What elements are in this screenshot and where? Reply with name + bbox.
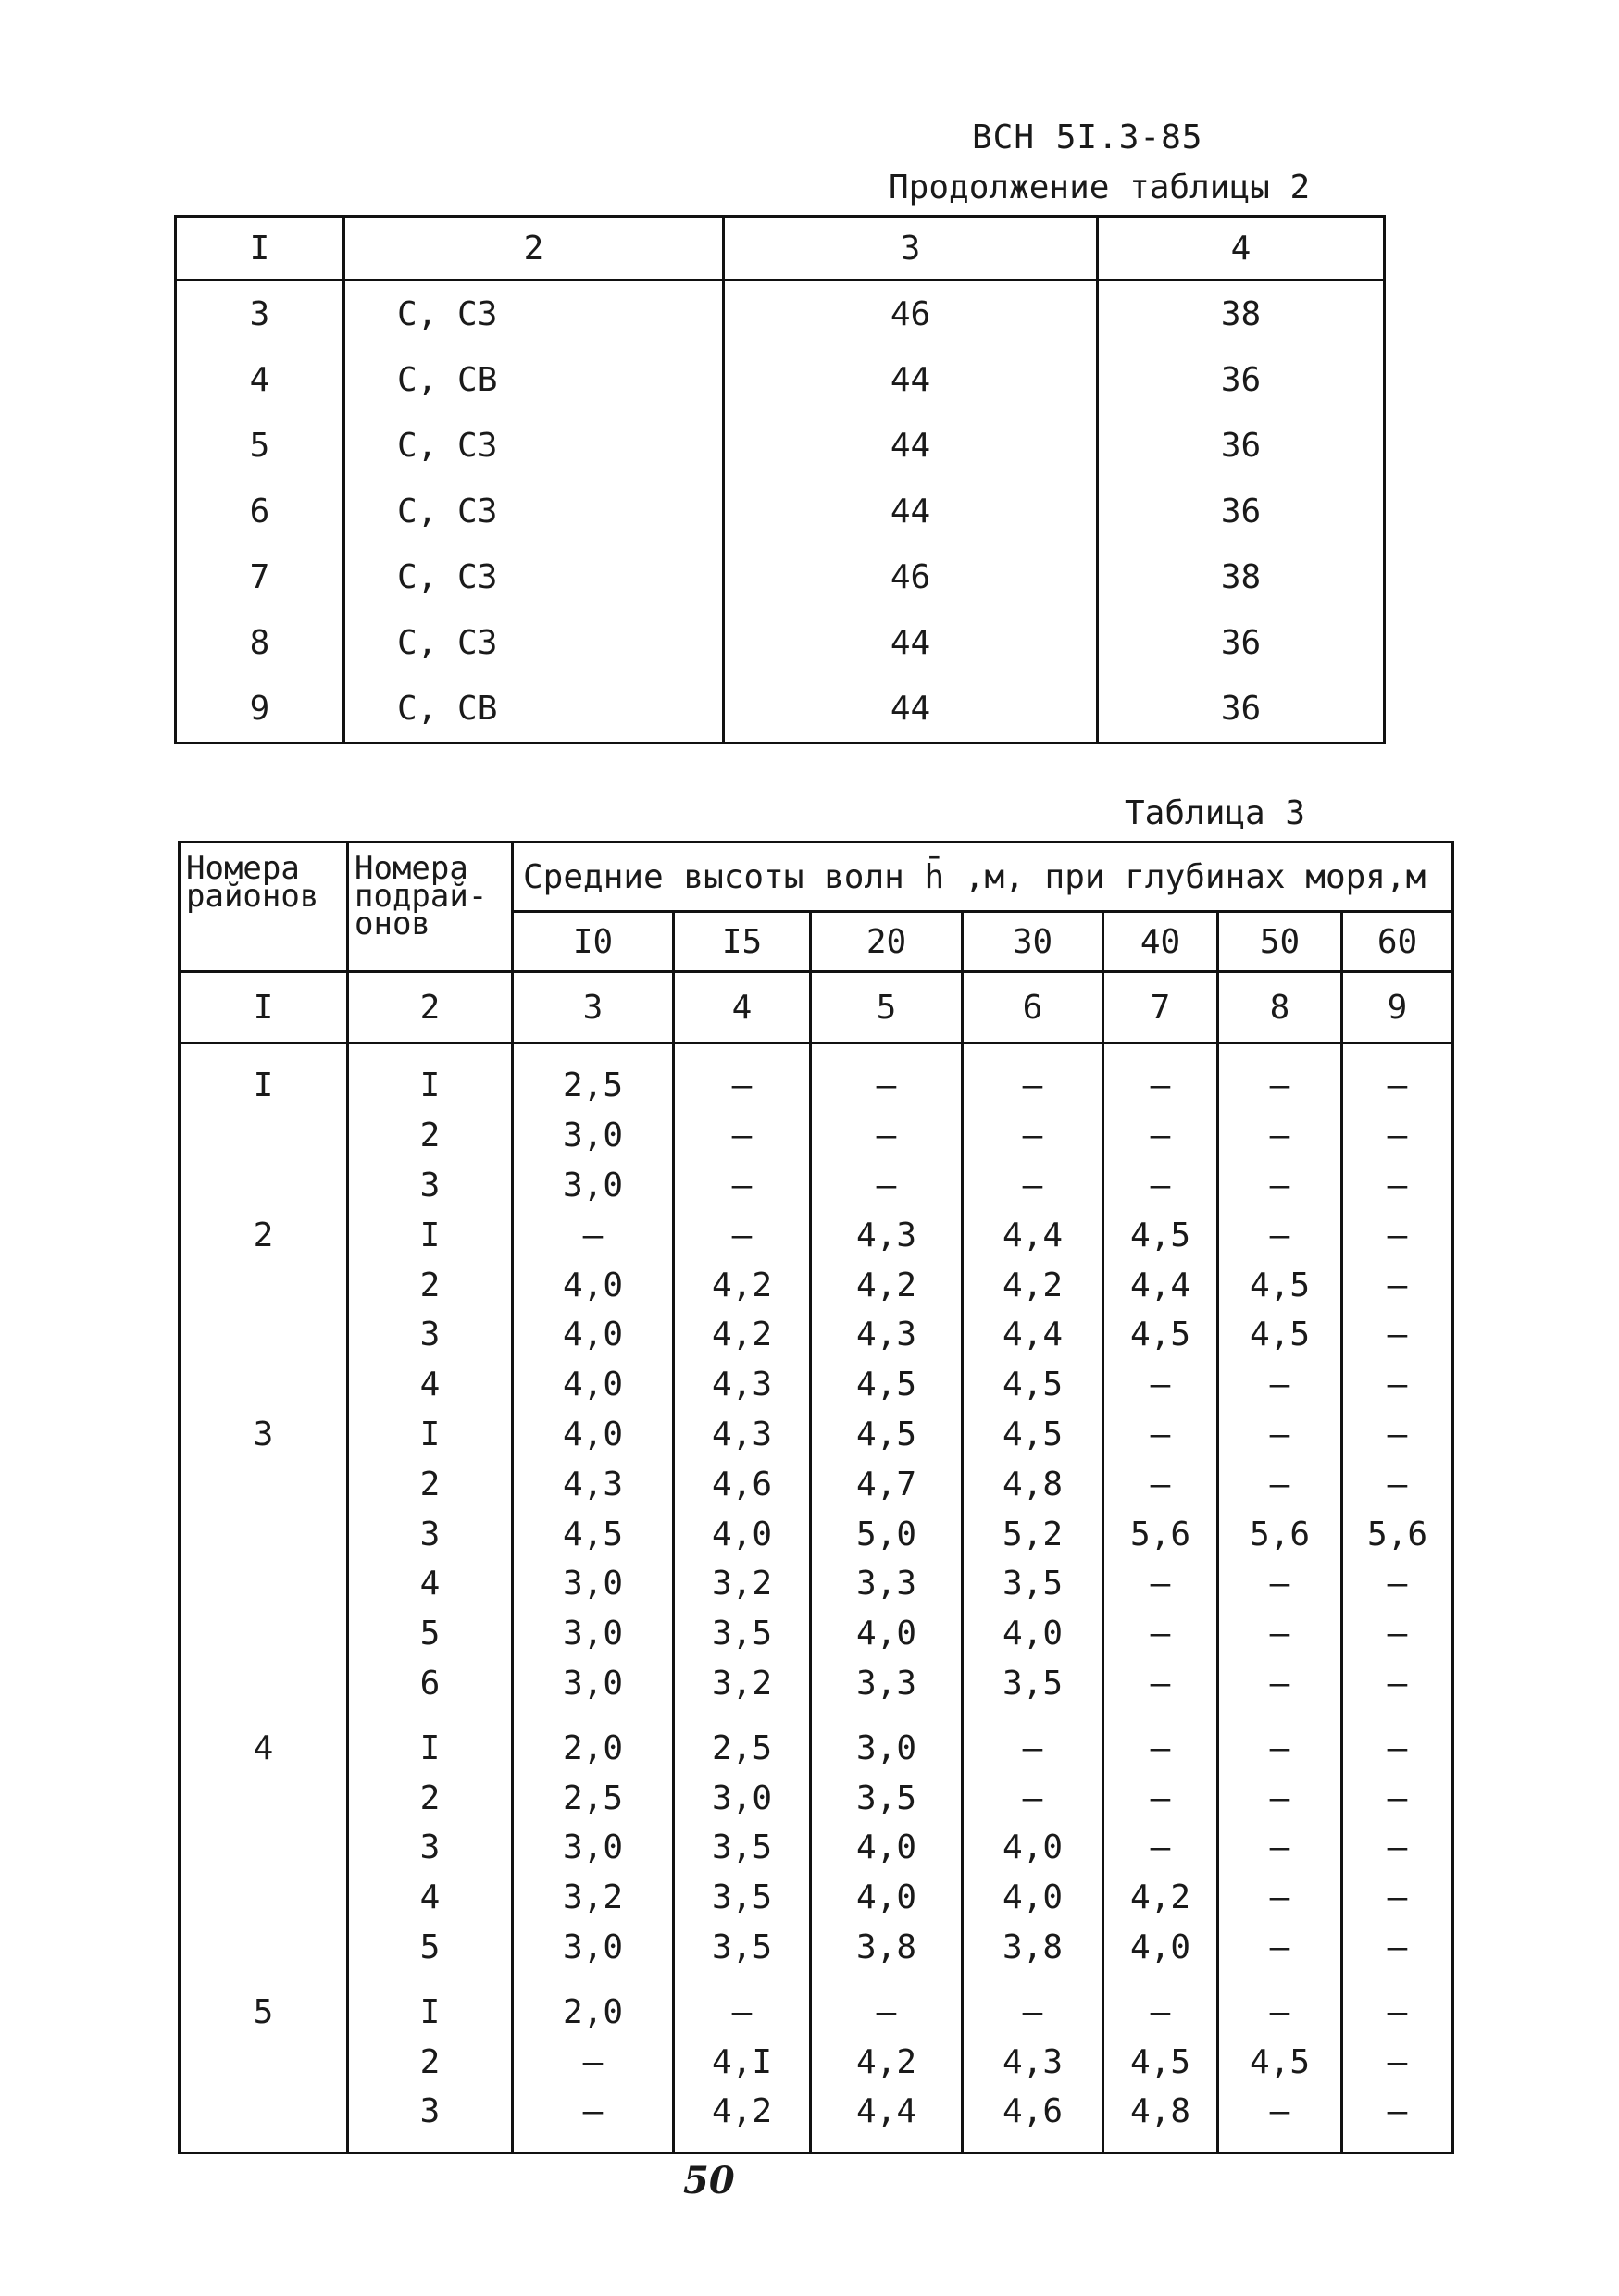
table-cell: – [1342, 1708, 1453, 1773]
table-cell [180, 1360, 348, 1410]
table-cell: – [811, 1161, 963, 1211]
table-cell: 4,0 [811, 1873, 963, 1923]
table-cell [180, 1659, 348, 1709]
table-cell: 4,0 [674, 1509, 811, 1559]
table-cell [180, 1873, 348, 1923]
table-cell: – [963, 1773, 1103, 1823]
table-cell: С, СЗ [344, 610, 724, 676]
table-cell: – [1218, 1873, 1342, 1923]
table-cell: 44 [724, 676, 1098, 743]
table-row [180, 1043, 1453, 1111]
table-cell: – [1342, 1111, 1453, 1161]
table-cell: – [1218, 1559, 1342, 1609]
table-row [180, 1659, 1453, 1709]
table-cell: 44 [724, 479, 1098, 544]
table-cell: – [1218, 1972, 1342, 2037]
table-cell [180, 1609, 348, 1659]
table-cell: 2,5 [674, 1708, 811, 1773]
table-cell: 2,0 [513, 1708, 674, 1773]
table2-caption: Продолжение таблицы 2 [889, 168, 1311, 206]
table-cell: – [1218, 1659, 1342, 1709]
table-cell: 2,5 [513, 1773, 674, 1823]
table-cell: 4,5 [1103, 1310, 1218, 1360]
table-cell: 3,0 [513, 1923, 674, 1973]
table-cell: 3,5 [811, 1773, 963, 1823]
table-cell: 4,2 [674, 1310, 811, 1360]
table-cell: 4,4 [963, 1310, 1103, 1360]
table2-header-cell: 2 [344, 217, 724, 281]
table-cell: – [1342, 1923, 1453, 1973]
table-cell: 3,0 [674, 1773, 811, 1823]
depth-header-cell: 30 [963, 912, 1103, 972]
table-row [180, 1923, 1453, 1973]
table-cell: 3,3 [811, 1559, 963, 1609]
table-cell: С, СВ [344, 347, 724, 413]
table-row [180, 1972, 1453, 2037]
table-cell: – [1342, 1972, 1453, 2037]
table-cell: 3 [348, 1310, 513, 1360]
table-cell: – [963, 1161, 1103, 1211]
table-cell [180, 1260, 348, 1310]
table-row [180, 1773, 1453, 1823]
table-cell: 3,5 [674, 1823, 811, 1873]
table-cell: 5 [348, 1609, 513, 1659]
table-cell: 5 [180, 1972, 348, 2037]
table-cell: – [1342, 1210, 1453, 1260]
depth-header-cell: I5 [674, 912, 811, 972]
table-cell: С, СЗ [344, 281, 724, 348]
table-cell: 4,5 [1218, 1310, 1342, 1360]
table-cell: 46 [724, 281, 1098, 348]
table-cell: 4,2 [1103, 1873, 1218, 1923]
table-cell: – [963, 1111, 1103, 1161]
table-cell: – [1103, 1410, 1218, 1460]
table-cell: 3 [348, 1509, 513, 1559]
table-cell: 3 [348, 1161, 513, 1211]
table-cell: – [811, 1043, 963, 1111]
table-cell: 3 [348, 1823, 513, 1873]
table-cell: 4 [348, 1873, 513, 1923]
table-cell: – [1103, 1559, 1218, 1609]
table-cell: 36 [1098, 479, 1385, 544]
table-cell: 3,8 [963, 1923, 1103, 1973]
table-cell: I [348, 1410, 513, 1460]
table-cell [180, 2037, 348, 2087]
table-cell: 3,5 [674, 1873, 811, 1923]
table-cell: – [1103, 1161, 1218, 1211]
table-cell: 3,0 [513, 1823, 674, 1873]
table-cell: 3,5 [963, 1659, 1103, 1709]
table-cell: 2 [348, 1111, 513, 1161]
depth-header-cell: 20 [811, 912, 963, 972]
table-cell: 44 [724, 413, 1098, 479]
table-cell: – [1218, 1043, 1342, 1111]
table-cell: – [1218, 1459, 1342, 1509]
table-cell: – [1218, 1210, 1342, 1260]
col-header-wave-heights: Средние высоты волн h̄ ,м, при глубинах моря,м [513, 842, 1453, 912]
table-cell: С, СЗ [344, 479, 724, 544]
table-row [180, 1310, 1453, 1360]
table-cell: 2 [180, 1210, 348, 1260]
table-cell: 4,5 [811, 1360, 963, 1410]
table-cell: – [1342, 1310, 1453, 1360]
table3-caption: Таблица 3 [1125, 794, 1306, 832]
table-cell: 4,0 [811, 1609, 963, 1659]
table-cell: 5,0 [811, 1509, 963, 1559]
table-row [180, 1410, 1453, 1460]
table-row [176, 676, 1385, 743]
table-cell: 5,6 [1103, 1509, 1218, 1559]
table-cell: 4,3 [811, 1310, 963, 1360]
table-cell: – [963, 1708, 1103, 1773]
table-cell: 3,0 [811, 1708, 963, 1773]
table-cell: – [1218, 1609, 1342, 1659]
table-cell: – [1103, 1823, 1218, 1873]
table-cell: 3,0 [513, 1659, 674, 1709]
table-cell: 9 [176, 676, 344, 743]
table-cell: 38 [1098, 544, 1385, 610]
table-cell: 2 [348, 2037, 513, 2087]
table-cell: – [1103, 1459, 1218, 1509]
table-cell: 44 [724, 610, 1098, 676]
table-cell: 4,7 [811, 1459, 963, 1509]
table-cell: 4,5 [1218, 1260, 1342, 1310]
table-cell: 36 [1098, 347, 1385, 413]
table-row [180, 2087, 1453, 2152]
table-cell: 3,2 [513, 1873, 674, 1923]
table-cell: 2,0 [513, 1972, 674, 2037]
table-cell: 4,0 [963, 1823, 1103, 1873]
table-2-continuation [174, 215, 1386, 744]
table-row [176, 544, 1385, 610]
table-cell: – [1103, 1360, 1218, 1410]
table-row [180, 1210, 1453, 1260]
table-row [176, 347, 1385, 413]
table-cell: 4,8 [963, 1459, 1103, 1509]
table-row [180, 2037, 1453, 2087]
table2-header-cell: 3 [724, 217, 1098, 281]
table-cell: – [1342, 2037, 1453, 2087]
table-cell: 4,0 [811, 1823, 963, 1873]
table-cell: 4,4 [811, 2087, 963, 2152]
table-cell: – [1103, 1773, 1218, 1823]
table-cell: 5 [176, 413, 344, 479]
table-cell [180, 1161, 348, 1211]
column-number-cell: 4 [674, 972, 811, 1043]
table-cell: 4,2 [674, 2087, 811, 2152]
table2-header-row [176, 217, 1385, 281]
table-cell: – [1218, 1773, 1342, 1823]
table-row [180, 1260, 1453, 1310]
table-cell: – [1218, 1708, 1342, 1773]
column-number-cell: 5 [811, 972, 963, 1043]
table-cell: 4,2 [811, 1260, 963, 1310]
table-cell [180, 2087, 348, 2152]
table-cell: – [1342, 1823, 1453, 1873]
table-cell: 4,3 [811, 1210, 963, 1260]
table-cell: 4,5 [963, 1360, 1103, 1410]
table-cell: – [1342, 1161, 1453, 1211]
table-cell: 2 [348, 1773, 513, 1823]
column-number-cell: 7 [1103, 972, 1218, 1043]
depth-header-cell: 40 [1103, 912, 1218, 972]
table-cell: I [348, 1043, 513, 1111]
table-cell: – [674, 1161, 811, 1211]
table-row [180, 1360, 1453, 1410]
table-cell: 3,5 [674, 1609, 811, 1659]
table-3-wave-heights [178, 841, 1454, 2154]
table-cell: – [963, 1043, 1103, 1111]
table-cell: С, СЗ [344, 544, 724, 610]
table-cell [180, 1459, 348, 1509]
table-cell: – [1342, 1410, 1453, 1460]
table-cell: – [513, 2037, 674, 2087]
table-cell: 4,2 [963, 1260, 1103, 1310]
column-number-cell: 6 [963, 972, 1103, 1043]
table-row [176, 479, 1385, 544]
table3-header-row-1 [180, 842, 1453, 912]
table-cell: – [1342, 1559, 1453, 1609]
column-number-cell: 9 [1342, 972, 1453, 1043]
table-cell: 6 [176, 479, 344, 544]
table-cell [180, 1509, 348, 1559]
table-cell: – [674, 1043, 811, 1111]
table-row [176, 281, 1385, 348]
col-header-region: Номера районов [180, 842, 348, 972]
table-row [180, 1459, 1453, 1509]
table-cell: – [1218, 1111, 1342, 1161]
table-cell: – [1342, 1773, 1453, 1823]
table-cell: – [1342, 2087, 1453, 2152]
table-cell: 46 [724, 544, 1098, 610]
table-cell: 8 [176, 610, 344, 676]
table-cell: 5,2 [963, 1509, 1103, 1559]
table-cell: 2 [348, 1260, 513, 1310]
table-cell: – [1103, 1609, 1218, 1659]
table-cell: 3,3 [811, 1659, 963, 1709]
table-cell: 4,3 [963, 2037, 1103, 2087]
table-cell: I [348, 1210, 513, 1260]
table-cell: 4,3 [513, 1459, 674, 1509]
table-cell: 4,2 [811, 2037, 963, 2087]
table-cell: 36 [1098, 610, 1385, 676]
table-cell: 4,5 [1103, 2037, 1218, 2087]
table-cell: 3,2 [674, 1659, 811, 1709]
table2-header-cell: I [176, 217, 344, 281]
table-cell [180, 1310, 348, 1360]
table-cell: – [1342, 1459, 1453, 1509]
table-row [176, 610, 1385, 676]
table-cell: 3,0 [513, 1559, 674, 1609]
table-cell: 3,0 [513, 1111, 674, 1161]
table-cell: – [1103, 1111, 1218, 1161]
table-cell: – [513, 2087, 674, 2152]
table-cell [180, 1773, 348, 1823]
table-cell: 4,I [674, 2037, 811, 2087]
table-cell: 4,0 [513, 1260, 674, 1310]
table-cell [180, 1823, 348, 1873]
table-cell: 3,0 [513, 1161, 674, 1211]
table-cell: 4,3 [674, 1360, 811, 1410]
table-cell: 3,8 [811, 1923, 963, 1973]
table-row [176, 413, 1385, 479]
table-cell: 4,6 [674, 1459, 811, 1509]
table-cell: – [1342, 1043, 1453, 1111]
table-cell: 5,6 [1342, 1509, 1453, 1559]
table-cell: 4,0 [513, 1310, 674, 1360]
table-cell: 4,0 [513, 1410, 674, 1460]
table-cell: 4 [348, 1360, 513, 1410]
table-cell: 4 [176, 347, 344, 413]
depth-header-cell: 60 [1342, 912, 1453, 972]
table-row [180, 1559, 1453, 1609]
table-cell: 4 [348, 1559, 513, 1609]
table-cell: – [1103, 1659, 1218, 1709]
table-cell [180, 1111, 348, 1161]
table-row [180, 1823, 1453, 1873]
table-cell: – [674, 1972, 811, 2037]
table-cell: С, СВ [344, 676, 724, 743]
table-cell: 3,5 [963, 1559, 1103, 1609]
table-cell: 4,4 [963, 1210, 1103, 1260]
table-row [180, 1708, 1453, 1773]
table-cell: 7 [176, 544, 344, 610]
table-cell: – [1103, 1043, 1218, 1111]
table-cell: I [348, 1708, 513, 1773]
table-cell: 2 [348, 1459, 513, 1509]
table-cell: 36 [1098, 413, 1385, 479]
table-cell: 5 [348, 1923, 513, 1973]
table-cell: – [1218, 1360, 1342, 1410]
table-cell: – [1103, 1972, 1218, 2037]
table-cell: 4,3 [674, 1410, 811, 1460]
table-cell: – [1342, 1609, 1453, 1659]
table-cell: 36 [1098, 676, 1385, 743]
table-cell: 3,2 [674, 1559, 811, 1609]
document-code: ВСН 5I.3-85 [972, 119, 1203, 156]
table-cell: – [1342, 1360, 1453, 1410]
table3-header-numbers [180, 972, 1453, 1043]
table-cell [180, 1923, 348, 1973]
table-cell: 4,0 [963, 1873, 1103, 1923]
table-row [180, 1609, 1453, 1659]
table-cell: I [348, 1972, 513, 2037]
column-number-cell: I [180, 972, 348, 1043]
table-cell: 4,6 [963, 2087, 1103, 2152]
table-cell: 4,0 [1103, 1923, 1218, 1973]
table-cell: 4,5 [811, 1410, 963, 1460]
table-cell: 5,6 [1218, 1509, 1342, 1559]
column-number-cell: 3 [513, 972, 674, 1043]
table-cell: – [1218, 1923, 1342, 1973]
table-cell: – [1342, 1873, 1453, 1923]
table-cell: 4,5 [1218, 2037, 1342, 2087]
table-cell: 3,5 [674, 1923, 811, 1973]
table-cell: – [963, 1972, 1103, 2037]
table-cell: 38 [1098, 281, 1385, 348]
table-cell: – [1218, 1410, 1342, 1460]
depth-header-cell: I0 [513, 912, 674, 972]
table-cell: – [811, 1972, 963, 2037]
table-cell: – [674, 1111, 811, 1161]
table2-header-cell: 4 [1098, 217, 1385, 281]
table-cell: 4,5 [963, 1410, 1103, 1460]
table-cell: I [180, 1043, 348, 1111]
table-cell: – [811, 1111, 963, 1161]
table-cell: 4,8 [1103, 2087, 1218, 2152]
table-cell: 4,5 [1103, 1210, 1218, 1260]
table-row [180, 1873, 1453, 1923]
table-cell: – [1342, 1659, 1453, 1709]
table-cell: – [1342, 1260, 1453, 1310]
table-cell: 44 [724, 347, 1098, 413]
page-number: 50 [683, 2159, 735, 2202]
column-number-cell: 2 [348, 972, 513, 1043]
table-cell: – [1218, 2087, 1342, 2152]
table-cell: С, СЗ [344, 413, 724, 479]
table-cell: 4,5 [513, 1509, 674, 1559]
table-cell: – [1218, 1161, 1342, 1211]
table-cell: 4,0 [513, 1360, 674, 1410]
col-header-subregion: Номера подрай- онов [348, 842, 513, 972]
table-cell: 4 [180, 1708, 348, 1773]
table-cell: – [674, 1210, 811, 1260]
table-cell: – [1103, 1708, 1218, 1773]
table-cell [180, 1559, 348, 1609]
table-row [180, 1509, 1453, 1559]
table-cell: 3 [348, 2087, 513, 2152]
table-cell: 6 [348, 1659, 513, 1709]
table-cell: 4,4 [1103, 1260, 1218, 1310]
table-cell: 3 [180, 1410, 348, 1460]
table-cell: 2,5 [513, 1043, 674, 1111]
table-cell: 4,2 [674, 1260, 811, 1310]
table-cell: – [1218, 1823, 1342, 1873]
table-cell: 4,0 [963, 1609, 1103, 1659]
column-number-cell: 8 [1218, 972, 1342, 1043]
table-cell: 3 [176, 281, 344, 348]
table-cell: – [513, 1210, 674, 1260]
table-row [180, 1161, 1453, 1211]
table-cell: 3,0 [513, 1609, 674, 1659]
table-row [180, 1111, 1453, 1161]
depth-header-cell: 50 [1218, 912, 1342, 972]
